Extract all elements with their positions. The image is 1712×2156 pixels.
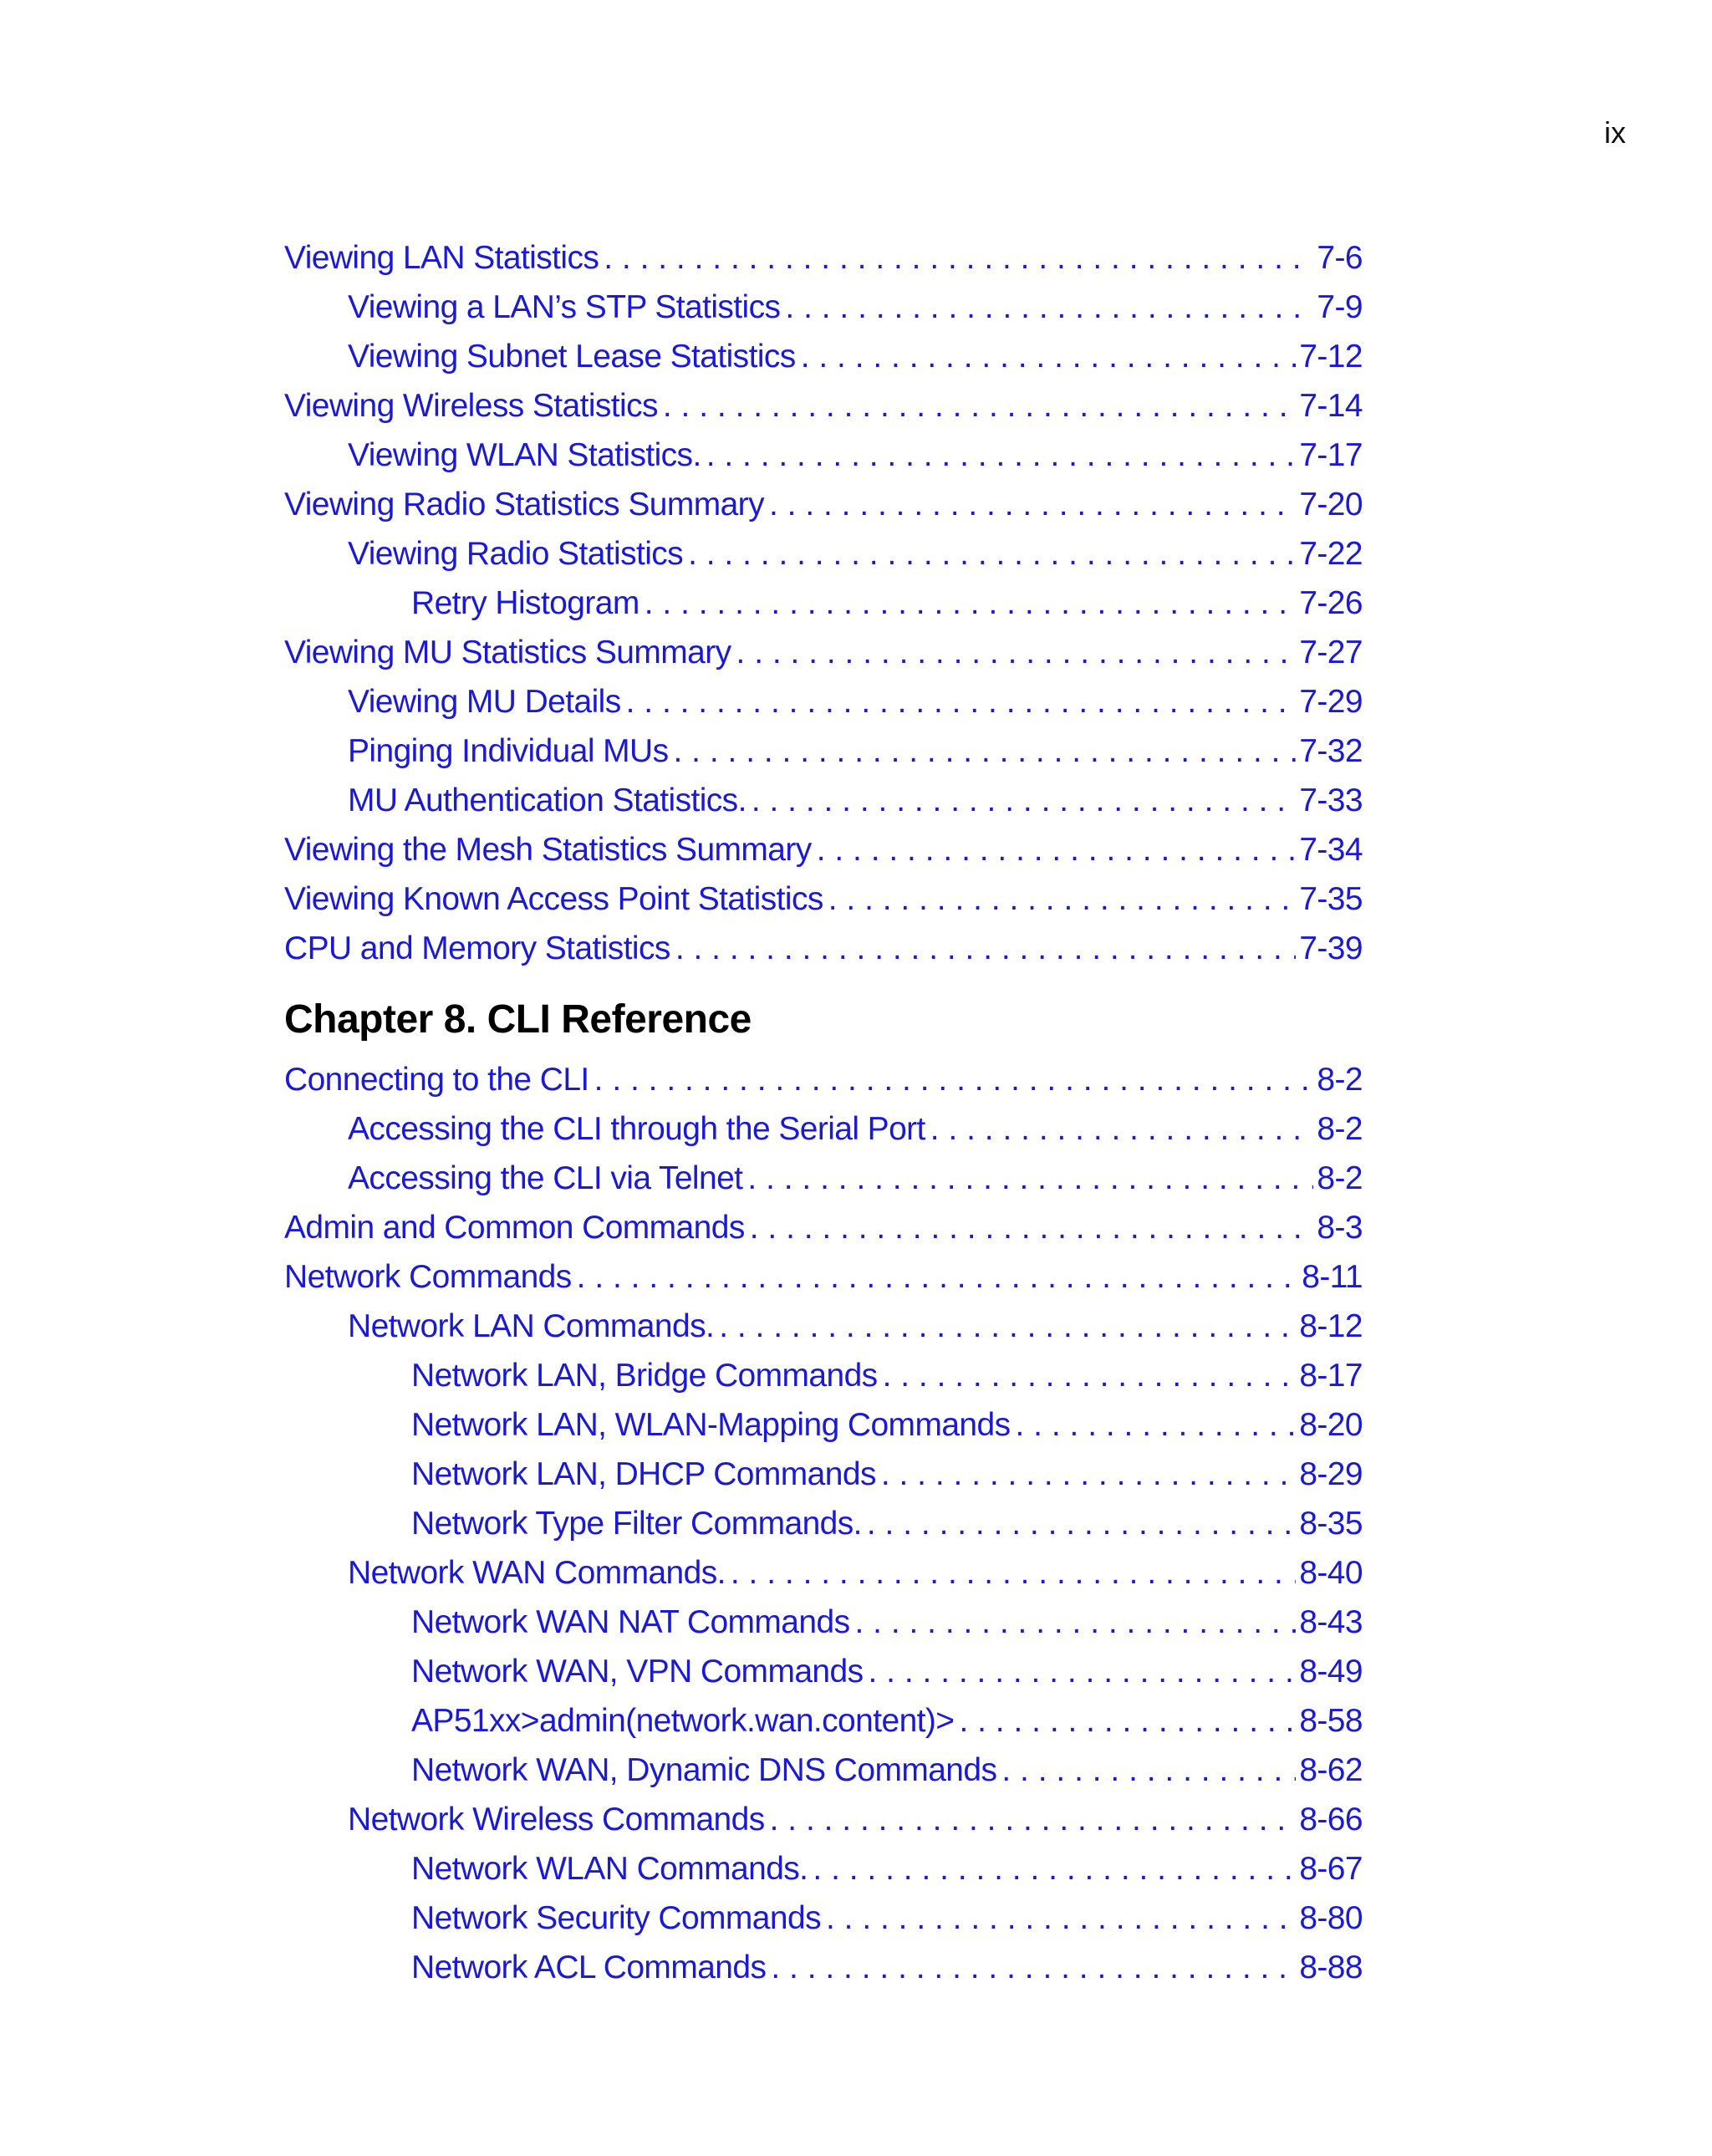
toc-entry[interactable] bbox=[284, 289, 1363, 339]
toc-entry-page: 8-11 bbox=[1302, 1259, 1363, 1295]
toc-entry-page: 8-3 bbox=[1317, 1210, 1363, 1246]
dot-leader bbox=[688, 536, 1296, 573]
toc-entry[interactable] bbox=[284, 782, 1363, 832]
dot-leader bbox=[867, 1506, 1296, 1542]
toc-entry-page: 7-35 bbox=[1299, 881, 1363, 917]
toc-entry-page: 8-2 bbox=[1317, 1062, 1363, 1098]
toc-entry[interactable] bbox=[284, 1062, 1363, 1111]
toc-entry[interactable] bbox=[284, 1160, 1363, 1210]
toc-entry-page: 8-66 bbox=[1299, 1802, 1363, 1837]
toc-entry[interactable] bbox=[284, 1950, 1363, 1999]
toc-entry-page: 7-22 bbox=[1299, 536, 1363, 572]
toc-entry[interactable] bbox=[284, 1358, 1363, 1407]
toc-entry-title: Accessing the CLI through the Serial Port bbox=[348, 1111, 925, 1147]
dot-leader bbox=[674, 733, 1297, 770]
toc-entry-page: 8-88 bbox=[1299, 1950, 1363, 1985]
dot-leader bbox=[1001, 1752, 1296, 1789]
toc-entry[interactable] bbox=[284, 339, 1363, 388]
dot-leader bbox=[854, 1604, 1296, 1641]
toc-entry-page: 8-67 bbox=[1299, 1851, 1363, 1887]
dot-leader bbox=[752, 782, 1297, 819]
dot-leader bbox=[750, 1210, 1314, 1246]
toc-entry-title: Network LAN, Bridge Commands bbox=[411, 1358, 878, 1394]
toc-entry-page: 7-14 bbox=[1299, 388, 1363, 424]
dot-leader bbox=[801, 339, 1297, 375]
toc-entry-title: Network LAN, DHCP Commands bbox=[411, 1456, 876, 1492]
toc-entry[interactable] bbox=[284, 1654, 1363, 1703]
toc-entry-title: Network WAN, VPN Commands bbox=[411, 1654, 864, 1690]
toc-entry-page: 7-6 bbox=[1317, 240, 1363, 276]
dot-leader bbox=[813, 1851, 1296, 1888]
dot-leader bbox=[1016, 1407, 1297, 1444]
toc-entry-title: Viewing Subnet Lease Statistics bbox=[348, 339, 796, 375]
toc-entry-title: MU Authentication Statistics. bbox=[348, 782, 746, 818]
toc-entry-page: 8-2 bbox=[1317, 1111, 1363, 1147]
dot-leader bbox=[826, 1900, 1296, 1937]
toc-list-chapter-8 bbox=[284, 1062, 1363, 1999]
toc-entry-title: Viewing WLAN Statistics. bbox=[348, 437, 701, 473]
dot-leader bbox=[881, 1456, 1296, 1493]
toc-entry-page: 8-43 bbox=[1299, 1604, 1363, 1640]
toc-entry-title: Network Wireless Commands bbox=[348, 1802, 765, 1837]
toc-entry-title: Network ACL Commands bbox=[411, 1950, 767, 1985]
toc-entry[interactable] bbox=[284, 733, 1363, 782]
toc-entry-page: 7-12 bbox=[1299, 339, 1363, 375]
toc-entry[interactable] bbox=[284, 635, 1363, 684]
toc-entry-page: 8-35 bbox=[1299, 1506, 1363, 1542]
dot-leader bbox=[828, 881, 1297, 918]
dot-leader bbox=[747, 1160, 1313, 1197]
dot-leader bbox=[930, 1111, 1314, 1148]
toc-entry-title: Admin and Common Commands bbox=[284, 1210, 745, 1246]
toc-entry-page: 8-17 bbox=[1299, 1358, 1363, 1394]
dot-leader bbox=[577, 1259, 1299, 1296]
toc-entry-page: 7-27 bbox=[1299, 635, 1363, 670]
toc-list-chapter-7 bbox=[284, 240, 1363, 980]
toc-entry[interactable] bbox=[284, 1407, 1363, 1456]
toc-entry-title: Viewing Wireless Statistics bbox=[284, 388, 658, 424]
toc-entry[interactable] bbox=[284, 437, 1363, 487]
toc-entry[interactable] bbox=[284, 881, 1363, 930]
toc-entry-title: Viewing a LAN’s STP Statistics bbox=[348, 289, 781, 325]
toc-entry-page: 7-20 bbox=[1299, 487, 1363, 522]
dot-leader bbox=[736, 635, 1297, 671]
toc-entry-page: 7-39 bbox=[1299, 930, 1363, 966]
dot-leader bbox=[706, 437, 1297, 474]
toc-entry-title: Connecting to the CLI bbox=[284, 1062, 589, 1098]
toc-entry-page: 8-29 bbox=[1299, 1456, 1363, 1492]
toc-entry-page: 8-12 bbox=[1299, 1308, 1363, 1344]
page-number: ix bbox=[1604, 115, 1626, 150]
toc-entry-page: 7-26 bbox=[1299, 585, 1363, 621]
toc-entry-page: 7-34 bbox=[1299, 832, 1363, 868]
dot-leader bbox=[771, 1950, 1296, 1986]
dot-leader bbox=[869, 1654, 1297, 1690]
toc-entry[interactable] bbox=[284, 536, 1363, 585]
dot-leader bbox=[769, 487, 1296, 523]
chapter-heading: Chapter 8. CLI Reference bbox=[284, 997, 752, 1042]
toc-entry-title: Viewing Radio Statistics bbox=[348, 536, 684, 572]
toc-entry[interactable] bbox=[284, 1555, 1363, 1604]
toc-entry[interactable] bbox=[284, 1506, 1363, 1555]
toc-entry-title: Viewing Radio Statistics Summary bbox=[284, 487, 764, 522]
toc-entry-title: Pinging Individual MUs bbox=[348, 733, 669, 769]
dot-leader bbox=[959, 1703, 1296, 1740]
dot-leader bbox=[604, 240, 1313, 277]
toc-entry-page: 7-33 bbox=[1299, 782, 1363, 818]
dot-leader bbox=[731, 1555, 1296, 1592]
toc-entry-page: 8-2 bbox=[1317, 1160, 1363, 1196]
toc-entry[interactable] bbox=[284, 240, 1363, 289]
toc-entry[interactable] bbox=[284, 684, 1363, 733]
toc-entry-page: 8-20 bbox=[1299, 1407, 1363, 1443]
toc-entry[interactable] bbox=[284, 930, 1363, 980]
toc-entry-page: 8-49 bbox=[1299, 1654, 1363, 1690]
toc-entry-title: Viewing MU Details bbox=[348, 684, 621, 720]
dot-leader bbox=[675, 930, 1297, 967]
toc-entry-title: Retry Histogram bbox=[411, 585, 639, 621]
toc-entry[interactable] bbox=[284, 1456, 1363, 1506]
toc-entry-page: 7-32 bbox=[1299, 733, 1363, 769]
toc-entry-title: Network Commands bbox=[284, 1259, 572, 1295]
toc-entry-page: 8-80 bbox=[1299, 1900, 1363, 1936]
toc-entry-title: Network Security Commands bbox=[411, 1900, 821, 1936]
toc-entry[interactable] bbox=[284, 1259, 1363, 1308]
toc-entry[interactable] bbox=[284, 1604, 1363, 1654]
dot-leader bbox=[594, 1062, 1314, 1098]
toc-entry-page: 8-62 bbox=[1299, 1752, 1363, 1788]
toc-entry[interactable] bbox=[284, 1802, 1363, 1851]
toc-entry[interactable] bbox=[284, 1851, 1363, 1900]
toc-entry-title: Network LAN Commands. bbox=[348, 1308, 715, 1344]
toc-entry[interactable] bbox=[284, 487, 1363, 536]
dot-leader bbox=[817, 832, 1297, 869]
toc-entry-title: CPU and Memory Statistics bbox=[284, 930, 670, 966]
toc-entry-title: Viewing LAN Statistics bbox=[284, 240, 599, 276]
toc-entry-page: 7-17 bbox=[1299, 437, 1363, 473]
toc-entry-title: Viewing Known Access Point Statistics bbox=[284, 881, 823, 917]
toc-entry[interactable] bbox=[284, 1210, 1363, 1259]
toc-entry[interactable] bbox=[284, 1111, 1363, 1160]
toc-entry-title: Network Type Filter Commands. bbox=[411, 1506, 862, 1542]
toc-entry-page: 8-58 bbox=[1299, 1703, 1363, 1739]
dot-leader bbox=[785, 289, 1313, 326]
dot-leader bbox=[883, 1358, 1297, 1394]
toc-entry-title: Network WLAN Commands. bbox=[411, 1851, 808, 1887]
toc-entry-title: Network WAN, Dynamic DNS Commands bbox=[411, 1752, 997, 1788]
dot-leader bbox=[770, 1802, 1297, 1838]
dot-leader bbox=[663, 388, 1296, 425]
dot-leader bbox=[645, 585, 1297, 622]
toc-entry-title: Accessing the CLI via Telnet bbox=[348, 1160, 743, 1196]
dot-leader bbox=[626, 684, 1297, 721]
toc-entry-page: 7-29 bbox=[1299, 684, 1363, 720]
toc-entry-title: Viewing MU Statistics Summary bbox=[284, 635, 731, 670]
toc-entry-title: AP51xx>admin(network.wan.content)> bbox=[411, 1703, 955, 1739]
toc-entry[interactable] bbox=[284, 1752, 1363, 1802]
toc-entry[interactable] bbox=[284, 1703, 1363, 1752]
toc-entry[interactable] bbox=[284, 1308, 1363, 1358]
toc-entry-title: Network WAN Commands. bbox=[348, 1555, 726, 1591]
toc-entry-title: Network LAN, WLAN-Mapping Commands bbox=[411, 1407, 1011, 1443]
toc-entry-page: 8-40 bbox=[1299, 1555, 1363, 1591]
toc-entry[interactable] bbox=[284, 585, 1363, 635]
dot-leader bbox=[719, 1308, 1296, 1345]
toc-entry-title: Network WAN NAT Commands bbox=[411, 1604, 850, 1640]
toc-entry[interactable] bbox=[284, 1900, 1363, 1950]
toc-entry[interactable] bbox=[284, 832, 1363, 881]
toc-entry[interactable] bbox=[284, 388, 1363, 437]
toc-entry-title: Viewing the Mesh Statistics Summary bbox=[284, 832, 812, 868]
toc-entry-page: 7-9 bbox=[1317, 289, 1363, 325]
